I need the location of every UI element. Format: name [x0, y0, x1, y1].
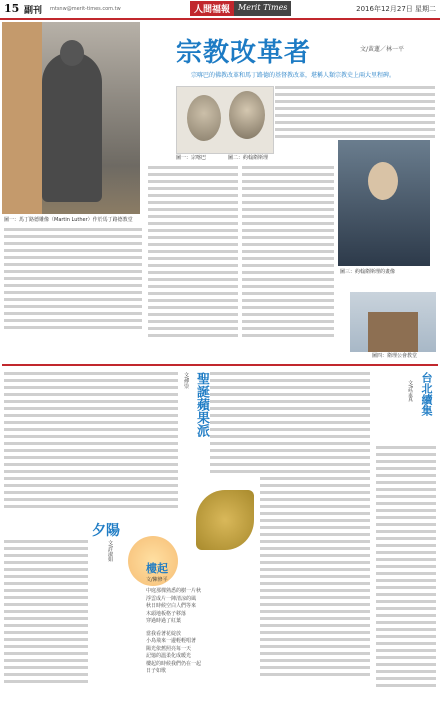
body-text-left [4, 228, 142, 333]
portraits-photo [176, 86, 274, 154]
section-label: 副刊 [24, 6, 43, 16]
poem-line: 日子如歌 [146, 668, 167, 674]
body-text-mid-right [242, 166, 334, 341]
leaf-illustration [196, 490, 254, 550]
body-text-top-right [275, 86, 435, 142]
story-title-christmas-pie: 聖誕蘋果派 [194, 372, 209, 437]
issue-date: 2016年12月27日 星期二 [356, 5, 436, 13]
wesley-portrait-photo [338, 140, 430, 266]
article-byline: 文/黃蓮／林一平 [360, 46, 405, 53]
poem-block [146, 588, 256, 676]
methodist-church-photo [350, 292, 436, 352]
portrait-tsongkhapa [187, 95, 221, 141]
poem-line: 當我看著花綻放 [146, 630, 182, 637]
story-title-building: 樓起 [146, 562, 168, 575]
portrait-caption-1: 圖一：宗喀巴 [176, 155, 207, 161]
poem-line: 樓起的時候我們仍在一起 [146, 660, 202, 667]
wesley-caption: 圖三：約翰衛斯理的畫像 [340, 269, 396, 275]
statue-caption: 圖一：馬丁路德雕像（Martin Luther）作於馬丁路德教堂 [4, 217, 133, 223]
masthead-logo [190, 1, 291, 16]
logo-chinese: 人間福報 [190, 1, 234, 16]
poem-line: 浮雲成片一陣清涼的風 [146, 595, 197, 602]
body-text-lower-right [260, 470, 370, 680]
church-wall [2, 22, 42, 214]
story-byline-building: 文/陳修平 [146, 577, 168, 583]
article-subtitle: 宗喀巴的佛教改革和馬丁路德的基督教改革，堪稱人類宗教史上兩大里程碑。 [190, 72, 395, 79]
wesley-face [368, 162, 398, 200]
section-divider [2, 364, 438, 366]
body-text-lower-left [4, 372, 178, 512]
poem-line: 中庭那棵熟悉的樹一片秋 [146, 588, 202, 594]
story-byline-taipei: 文/武孟真 [407, 380, 413, 402]
contact-email: mtsnw@merit-times.com.tw [50, 6, 121, 12]
story-byline-christmas-pie: 文/傅崇 [183, 372, 189, 389]
portrait-wesley [229, 91, 265, 139]
portrait-caption-2: 圖二：約翰衛斯理 [228, 155, 269, 161]
church-building [368, 312, 418, 352]
statue-figure [42, 52, 102, 202]
poem-line: 秋日時候空白人們等來 [146, 603, 197, 609]
article-title: 宗教改革者 [176, 38, 312, 68]
body-text-mid [148, 166, 238, 341]
story-title-taipei: 台北續集 [420, 372, 433, 416]
luther-statue-photo [2, 22, 140, 214]
poem-line: 穿過時過了紅葉 [146, 618, 182, 624]
body-text-right-column [376, 446, 436, 691]
poem-line: 小鳥飛來一邊輕輕唱著 [146, 638, 197, 644]
church-caption: 圖四：衛理公會教堂 [372, 353, 418, 359]
poem-line: 陽光依舊照亮每一天 [146, 645, 192, 652]
story-title-sunset: 夕陽 [92, 523, 120, 539]
story-byline-sunset: 文/許淑娟 [107, 540, 113, 562]
poem-line: 記憶的溫柔化成暖光 [146, 653, 192, 659]
page-number: 15 [4, 2, 20, 15]
statue-head [60, 40, 84, 66]
body-text-sunset [4, 540, 88, 687]
body-text-lower-center [210, 372, 370, 477]
poem-line: 木頭地板格子移落 [146, 610, 187, 617]
logo-english: Merit Times [234, 1, 291, 16]
